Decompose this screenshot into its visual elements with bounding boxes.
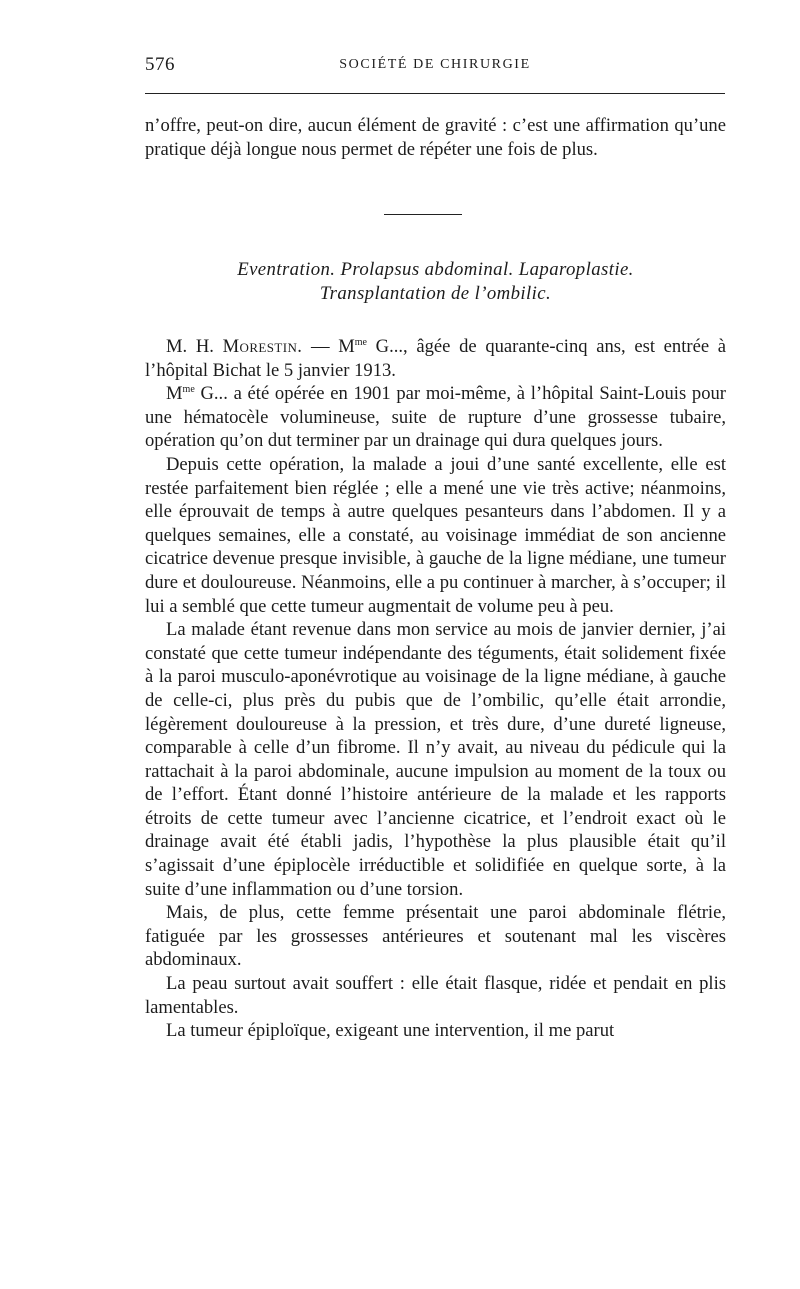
author-prefix: M. H. bbox=[166, 336, 214, 357]
body-paragraph-7: La tumeur épiploïque, exigeant une intervention, il me parut bbox=[166, 1020, 615, 1042]
paragraph-2-text: G... a été opérée en 1901 par moi-même, à l’hôpital Saint-Louis pour une hématocèle volumineuse, suite de rupture d’une grossesse tubaire, opération qu’on dut terminer par un drainage qui dura quelques jours. bbox=[145, 383, 726, 452]
paragraph-1-text-a: — M bbox=[302, 336, 355, 357]
paragraph-2-prefix: M bbox=[166, 383, 183, 405]
article-title bbox=[145, 258, 726, 306]
paragraph-1-text-b: G..., âgée de quarante-cinq ans, est entrée à l’hôpital Bichat le 5 janvier 1913. bbox=[145, 336, 726, 381]
article-title-line-2: Transplantation de l’ombilic. bbox=[319, 283, 552, 304]
paragraph-1-superscript: me bbox=[354, 337, 367, 348]
article-body bbox=[145, 335, 726, 1043]
article-title-line-1: Eventration. Prolapsus abdominal. Laparoplastie. bbox=[237, 259, 634, 280]
body-paragraph-1 bbox=[145, 335, 726, 382]
body-paragraph-6: La peau surtout avait souffert : elle était flasque, ridée et pendait en plis lamentables. bbox=[145, 973, 726, 1018]
body-paragraph-5: Mais, de plus, cette femme présentait une paroi abdominale flétrie, fatiguée par les grossesses antérieures et soutenant mal les viscères abdominaux. bbox=[145, 902, 726, 971]
intro-text-block bbox=[145, 114, 726, 161]
page-number: 576 bbox=[145, 54, 175, 75]
author-name: Morestin. bbox=[222, 336, 303, 357]
intro-paragraph: n’offre, peut-on dire, aucun élément de gravité : c’est une affirmation qu’une pratique déjà longue nous permet de répéter une fois de plus. bbox=[145, 115, 726, 160]
paragraph-2-superscript: me bbox=[182, 384, 195, 396]
body-paragraph-3: Depuis cette opération, la malade a joui d’une santé excellente, elle est restée parfaitement bien réglée ; elle a mené une vie très active; néanmoins, elle éprouvait de temps à autre quelques pesanteurs dans l’abdomen. Il y a quelques semaines, elle a constaté, au voisinage immédiat de son ancienne cicatrice devenue presque invisible, à gauche de la ligne médiane, une tumeur dure et douloureuse. Néanmoins, elle a pu continuer à marcher, à s’occuper; il lui a semblé que cette tumeur augmentait de volume peu à peu. bbox=[145, 453, 726, 617]
header-rule bbox=[145, 93, 725, 94]
body-paragraph-2 bbox=[145, 382, 726, 453]
section-divider bbox=[384, 214, 462, 215]
body-paragraph-4: La malade étant revenue dans mon service au mois de janvier dernier, j’ai constaté que cette tumeur indépendante des téguments, était solidement fixée à la paroi musculo-aponévrotique au voisinage de la ligne médiane, à gauche de celle-ci, plus près du pubis que de l’ombilic, qu’elle était arrondie, légèrement douloureuse à la pression, et très dure, d’une dureté ligneuse, comparable à celle d’un fibrome. Il n’y avait, au niveau du pédicule qui la rattachait à la paroi abdominale, aucune impulsion au moment de la toux ou de l’effort. Étant donné l’histoire antérieure de la malade et les rapports étroits de cette tumeur avec l’ancienne cicatrice, et l’endroit exact où le drainage avait été établi jadis, l’hypothèse la plus plausible était qu’il s’agissait d’une épiplocèle irréductible et solidifiée en quelque sorte, à la suite d’une inflammation ou d’une torsion. bbox=[145, 619, 726, 900]
running-title: SOCIÉTÉ DE CHIRURGIE bbox=[339, 57, 531, 72]
page-header bbox=[145, 54, 725, 84]
